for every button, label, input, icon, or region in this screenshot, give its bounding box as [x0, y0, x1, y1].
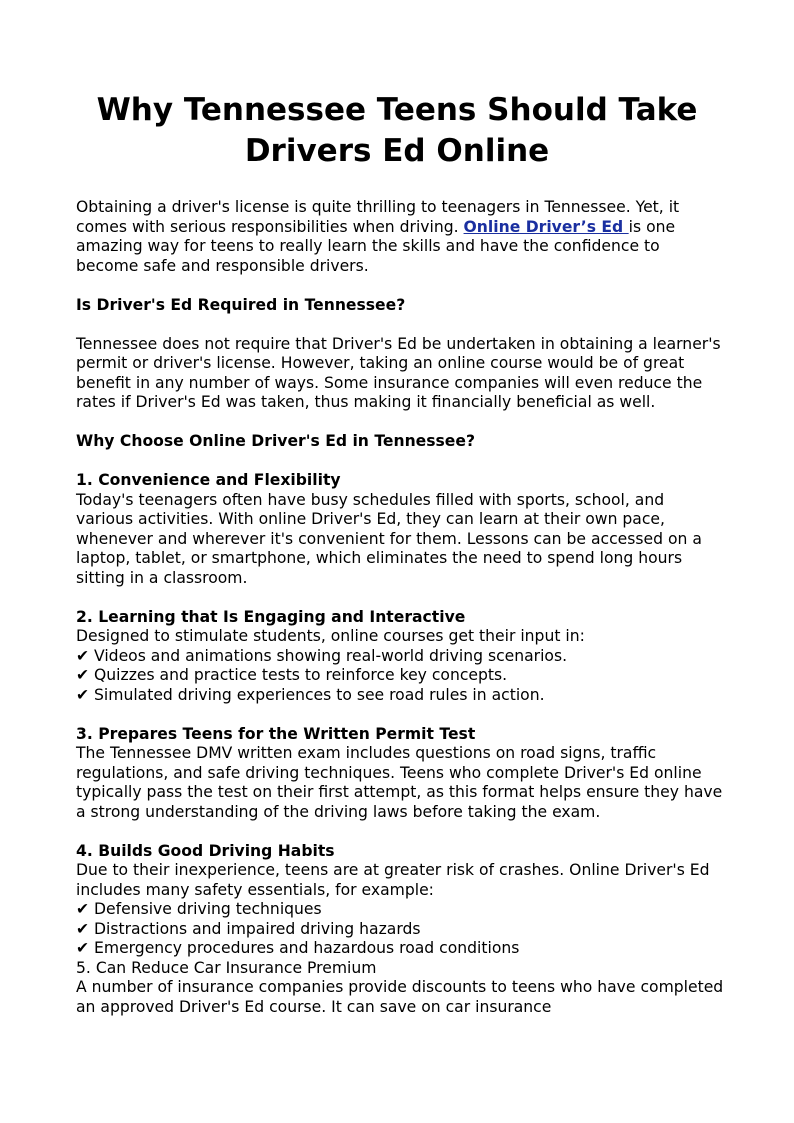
point4-heading: 4. Builds Good Driving Habits: [76, 841, 335, 860]
intro-paragraph: [76, 198, 726, 276]
point4-list-item: ✔ Defensive driving techniques: [76, 900, 322, 918]
intro-text-before-link: Obtaining a driver's license is quite thrilling to teenagers in Tennessee. Yet, it comes with serious responsibilities when driving.: [76, 198, 680, 236]
point1-heading: 1. Convenience and Flexibility: [76, 471, 341, 489]
point4-body: Due to their inexperience, teens are at greater risk of crashes. Online Driver's Ed includes many safety essentials, for example:: [76, 861, 710, 899]
point2-list-item: ✔ Quizzes and practice tests to reinforce key concepts.: [76, 666, 508, 684]
point2-list-item: ✔ Videos and animations showing real-world driving scenarios.: [76, 646, 568, 665]
point3-body: The Tennessee DMV written exam includes questions on road signs, traffic regulations, and safe driving techniques. Teens who complete Driver's Ed online typically pass the test on their first attempt, as this format helps ensure they have a strong understanding of the driving laws before taking the exam.: [76, 744, 723, 821]
online-drivers-ed-link[interactable]: Online Driver’s Ed: [463, 217, 629, 236]
document-page: [76, 90, 726, 1017]
intro-text-after-link: is one amazing way for teens to really learn the skills and have the confidence to become safe and responsible drivers.: [76, 217, 676, 275]
point1-body: Today's teenagers often have busy schedules filled with sports, school, and various activities. With online Driver's Ed, they can learn at their own pace, whenever and wherever it's convenient for them. Lessons can be accessed on a laptop, tablet, or smartphone, which eliminates the need to spend long hours sitting in a classroom.: [76, 490, 702, 587]
point2-list-item: ✔ Simulated driving experiences to see road rules in action.: [76, 685, 545, 704]
point4-list-item: ✔ Emergency procedures and hazardous road conditions: [76, 939, 520, 957]
section-heading-required: Is Driver's Ed Required in Tennessee?: [76, 295, 406, 314]
point5-body: A number of insurance companies provide discounts to teens who have completed an approved Driver's Ed course. It can save on car insurance: [76, 978, 724, 1016]
page-title: Why Tennessee Teens Should Take Drivers Ed Online: [96, 92, 698, 169]
point5-heading: 5. Can Reduce Car Insurance Premium: [76, 958, 377, 977]
section-body-required: Tennessee does not require that Driver's Ed be undertaken in obtaining a learner's permit or driver's license. However, taking an online course would be of great benefit in any number of ways. Some insurance companies will even reduce the rates if Driver's Ed was taken, thus making it financially beneficial as well.: [76, 334, 721, 411]
section-heading-why: Why Choose Online Driver's Ed in Tennessee?: [76, 432, 476, 450]
point3-heading: 3. Prepares Teens for the Written Permit Test: [76, 724, 476, 743]
point4-list-item: ✔ Distractions and impaired driving hazards: [76, 919, 421, 938]
point2-heading: 2. Learning that Is Engaging and Interactive: [76, 607, 466, 626]
point2-body: Designed to stimulate students, online courses get their input in:: [76, 627, 585, 645]
